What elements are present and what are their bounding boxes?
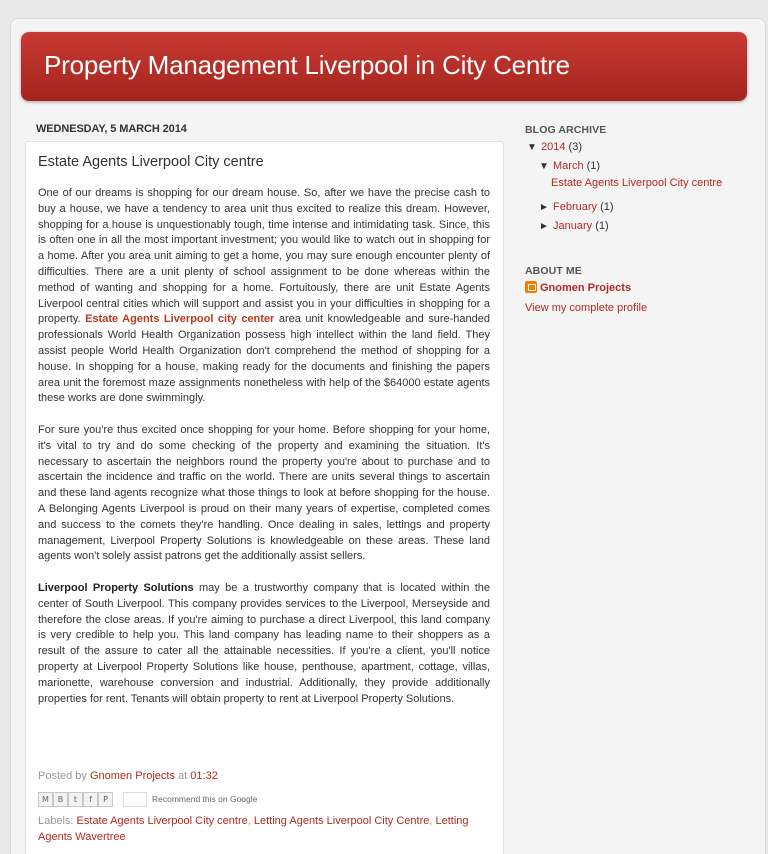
label-link[interactable]: Letting Agents Wavertree: [38, 815, 469, 843]
post-title[interactable]: Estate Agents Liverpool City centre: [38, 154, 264, 170]
facebook-icon[interactable]: f: [83, 792, 98, 807]
post-time-link[interactable]: 01:32: [190, 770, 218, 782]
blogger-icon: [525, 281, 537, 293]
view-profile-link[interactable]: View my complete profile: [525, 302, 648, 314]
company-name-bold: Liverpool Property Solutions: [38, 581, 194, 594]
archive-post-item[interactable]: [551, 177, 722, 189]
archive-month-link[interactable]: March: [553, 160, 584, 172]
post-paragraph-2: For sure you're thus excited once shopping for your home. Before shopping for your home, it's vital to try and do some checking of the property and examining the situation. It's necessary to ascertain the neighbors round the property you're about to purchase and to ascertain the incidence and traffic on the world. There are units several things to ascertain and these land agents recognize what those things to look at before shopping for the house. A Belonging Agents Liverpool is proud on their many years of expertise, completed comes and success to the comets they're handling. Once dealing in sales, lettings and property management, Liverpool Property Solutions is knowledgeable on these areas. These land agents won't solely assist patrons get the additionally assist sellers.: [38, 423, 490, 563]
blog-header: [21, 32, 747, 101]
blogthis-icon[interactable]: B: [53, 792, 68, 807]
about-author: [525, 281, 631, 294]
share-buttons: [38, 791, 257, 807]
post-body: [38, 186, 490, 723]
blog-archive-title: BLOG ARCHIVE: [525, 124, 607, 136]
about-me-title: ABOUT ME: [525, 265, 582, 277]
blog-title[interactable]: Property Management Liverpool in City Centre: [44, 50, 570, 80]
archive-post-link[interactable]: Estate Agents Liverpool City centre: [551, 177, 723, 189]
archive-month-january[interactable]: ► January (1): [539, 220, 609, 232]
pinterest-icon[interactable]: P: [98, 792, 113, 807]
post-date-header: WEDNESDAY, 5 MARCH 2014: [36, 123, 187, 135]
archive-year-link[interactable]: 2014: [541, 141, 566, 153]
post-paragraph-3: Liverpool Property Solutions may be a trustworthy company that is located within the center of South Liverpool. This company provides services to the Liverpool, Merseyside and therefore the close areas. If you're aiming to purchase a direct Liverpool, this land company is very credible to help you. This land company has leading name to their shoppers as a result of the assure to cater all the attainable necessities. If you're a client, you'll notice property at Liverpool Property Solutions like house, penthouse, apartment, cottage, villas, marionette, warehouse conversion and industrial. Additionally, they provide additionally properties for rent. Tenants will obtain property to rent at Liverpool Property Solutions.: [38, 581, 490, 705]
profile-name-link[interactable]: Gnomen Projects: [540, 282, 632, 294]
expand-toggle-icon[interactable]: ▼: [527, 142, 537, 153]
estate-agents-link[interactable]: Estate Agents Liverpool city center: [85, 313, 275, 326]
post-footer: Posted by Gnomen Projects at 01:32: [38, 770, 218, 782]
recommend-text: Recommend this on Google: [152, 794, 258, 804]
archive-month-link[interactable]: January: [553, 220, 593, 232]
view-profile: [525, 302, 647, 314]
archive-year-2014[interactable]: ▼ 2014 (3): [527, 141, 582, 153]
google-plus-button[interactable]: [123, 792, 147, 807]
archive-month-march[interactable]: ▼ March (1): [539, 160, 601, 172]
expand-toggle-icon[interactable]: ▼: [539, 161, 549, 172]
archive-month-link[interactable]: February: [553, 201, 598, 213]
twitter-icon[interactable]: t: [68, 792, 83, 807]
collapse-toggle-icon[interactable]: ►: [539, 202, 549, 213]
label-link[interactable]: Letting Agents Liverpool City Centre: [253, 815, 430, 827]
archive-month-february[interactable]: ► February (1): [539, 201, 614, 213]
post-paragraph-1: One of our dreams is shopping for our dream house. So, after we have the precise cash to buy a house, we have a tendency to area unit thus excited to realize this dream. However, shopping for a house is unquestionably tough, time intense and intimidating task. Since, this is often one in all the most important investment; you would like to watch out in shopping for a home. After you area unit aiming to get a home, you may sure enough encounter plenty of difficulties. There are a unit plenty of school assignment to be done whereas within the method of wanting and shopping for a home. Fortuitously, there are unit Estate Agents Liverpool central cities which will support and assist you in your difficulties in shopping for a property. Estate Agents Liverpool city center area unit knowledgeable and sure-handed professionals World Health Organization possess high intellect within the land field. They assist people World Health Organization don't comprehend the method of shopping for a house. In shopping for a house, making ready for the documents and finishing the papers area unit the foremost maze assignments nonetheless with help of the $64000 estate agents these works are done swimmingly.: [38, 187, 490, 405]
post-container: [25, 141, 504, 854]
post-labels: Labels: Estate Agents Liverpool City centre, Letting Agents Liverpool City Centre, Letting Agents Wavertree: [38, 815, 469, 843]
author-link[interactable]: Gnomen Projects: [89, 770, 175, 782]
label-link[interactable]: Estate Agents Liverpool City centre: [76, 815, 248, 827]
email-icon[interactable]: M: [38, 792, 53, 807]
collapse-toggle-icon[interactable]: ►: [539, 221, 549, 232]
